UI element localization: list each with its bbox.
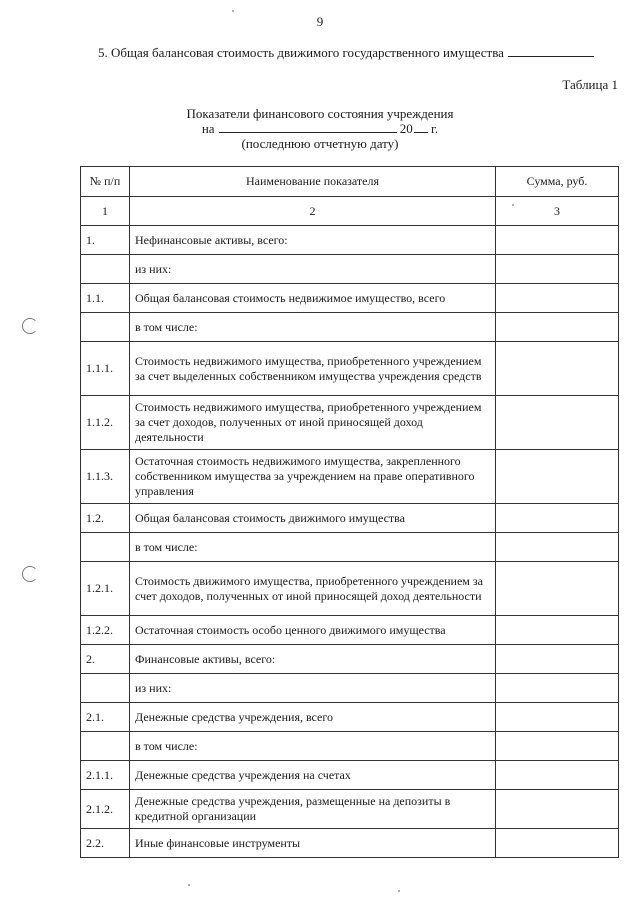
financial-indicators-table bbox=[80, 166, 619, 858]
row-number: 1.2. bbox=[81, 504, 130, 533]
row-amount-cell[interactable] bbox=[496, 313, 619, 342]
row-number bbox=[81, 255, 130, 284]
table-row bbox=[81, 284, 619, 313]
item-5-line bbox=[98, 44, 594, 61]
row-amount-cell[interactable] bbox=[496, 450, 619, 504]
row-amount-cell[interactable] bbox=[496, 703, 619, 732]
row-indicator-name: в том числе: bbox=[130, 533, 496, 562]
year-blank bbox=[414, 121, 428, 133]
table-row bbox=[81, 313, 619, 342]
row-amount-cell[interactable] bbox=[496, 761, 619, 790]
row-indicator-name: из них: bbox=[130, 255, 496, 284]
row-amount-cell[interactable] bbox=[496, 645, 619, 674]
table-row bbox=[81, 703, 619, 732]
table-row bbox=[81, 255, 619, 284]
table-row bbox=[81, 761, 619, 790]
row-indicator-name: Нефинансовые активы, всего: bbox=[130, 226, 496, 255]
scan-speck bbox=[512, 204, 514, 206]
row-number: 2.2. bbox=[81, 829, 130, 858]
table-row bbox=[81, 790, 619, 829]
row-amount-cell[interactable] bbox=[496, 616, 619, 645]
row-number bbox=[81, 313, 130, 342]
report-date-line bbox=[0, 121, 640, 136]
row-number: 1.2.1. bbox=[81, 562, 130, 616]
row-indicator-name: в том числе: bbox=[130, 732, 496, 761]
row-indicator-name: Стоимость движимого имущества, приобретенного учреждением за счет доходов, полученных от иной приносящей доход деятельности bbox=[130, 562, 496, 616]
row-number: 2.1.1. bbox=[81, 761, 130, 790]
row-indicator-name: Стоимость недвижимого имущества, приобретенного учреждением за счет выделенных собственником имущества учреждения средств bbox=[130, 342, 496, 396]
punch-hole-mark bbox=[22, 318, 38, 334]
table-label: Таблица 1 bbox=[562, 77, 618, 92]
row-number bbox=[81, 732, 130, 761]
table-row bbox=[81, 562, 619, 616]
table-row bbox=[81, 645, 619, 674]
row-amount-cell[interactable] bbox=[496, 562, 619, 616]
row-amount-cell[interactable] bbox=[496, 284, 619, 313]
item-5-blank-field bbox=[508, 44, 594, 57]
column-index-row bbox=[81, 197, 619, 226]
header-indicator-name: Наименование показателя bbox=[130, 167, 496, 197]
row-indicator-name: Стоимость недвижимого имущества, приобретенного учреждением за счет доходов, полученных от иной приносящей доход деятельности bbox=[130, 396, 496, 450]
scan-speck bbox=[398, 890, 400, 892]
row-amount-cell[interactable] bbox=[496, 255, 619, 284]
row-number: 2.1. bbox=[81, 703, 130, 732]
year-suffix: г. bbox=[431, 121, 439, 136]
row-amount-cell[interactable] bbox=[496, 226, 619, 255]
row-amount-cell[interactable] bbox=[496, 396, 619, 450]
row-amount-cell[interactable] bbox=[496, 674, 619, 703]
row-indicator-name: в том числе: bbox=[130, 313, 496, 342]
row-number bbox=[81, 674, 130, 703]
row-number: 1.1. bbox=[81, 284, 130, 313]
report-title: Показатели финансового состояния учреждения bbox=[186, 106, 454, 121]
table-row bbox=[81, 226, 619, 255]
row-amount-cell[interactable] bbox=[496, 790, 619, 829]
year-prefix: 20 bbox=[399, 121, 413, 136]
row-amount-cell[interactable] bbox=[496, 504, 619, 533]
row-number: 1.1.3. bbox=[81, 450, 130, 504]
row-number: 1.2.2. bbox=[81, 616, 130, 645]
table-row bbox=[81, 616, 619, 645]
row-amount-cell[interactable] bbox=[496, 533, 619, 562]
column-index-2: 2 bbox=[130, 197, 496, 226]
table-header-row bbox=[81, 167, 619, 197]
row-indicator-name: Денежные средства учреждения, всего bbox=[130, 703, 496, 732]
date-prefix: на bbox=[201, 121, 215, 136]
row-indicator-name: Остаточная стоимость недвижимого имущества, закрепленного собственником имущества за учреждением на праве оперативного управления bbox=[130, 450, 496, 504]
table-row bbox=[81, 342, 619, 396]
row-indicator-name: Общая балансовая стоимость недвижимое имущество, всего bbox=[130, 284, 496, 313]
row-number: 2. bbox=[81, 645, 130, 674]
row-number: 1. bbox=[81, 226, 130, 255]
row-number: 2.1.2. bbox=[81, 790, 130, 829]
table-row bbox=[81, 533, 619, 562]
scan-speck bbox=[188, 884, 190, 886]
row-number: 1.1.2. bbox=[81, 396, 130, 450]
item-5-text: 5. Общая балансовая стоимость движимого государственного имущества bbox=[98, 45, 504, 60]
column-index-3: 3 bbox=[496, 197, 619, 226]
table-row bbox=[81, 829, 619, 858]
row-indicator-name: Общая балансовая стоимость движимого имущества bbox=[130, 504, 496, 533]
scan-speck bbox=[232, 10, 234, 12]
row-amount-cell[interactable] bbox=[496, 732, 619, 761]
row-indicator-name: Финансовые активы, всего: bbox=[130, 645, 496, 674]
row-amount-cell[interactable] bbox=[496, 342, 619, 396]
row-indicator-name: Иные финансовые инструменты bbox=[130, 829, 496, 858]
header-amount: Сумма, руб. bbox=[496, 167, 619, 197]
row-number bbox=[81, 533, 130, 562]
punch-hole-mark bbox=[22, 566, 38, 582]
date-blank bbox=[219, 121, 397, 133]
row-amount-cell[interactable] bbox=[496, 829, 619, 858]
table-row bbox=[81, 674, 619, 703]
table-row bbox=[81, 450, 619, 504]
row-indicator-name: из них: bbox=[130, 674, 496, 703]
row-indicator-name: Остаточная стоимость особо ценного движимого имущества bbox=[130, 616, 496, 645]
header-number: № п/п bbox=[81, 167, 130, 197]
row-indicator-name: Денежные средства учреждения, размещенные на депозиты в кредитной организации bbox=[130, 790, 496, 829]
row-number: 1.1.1. bbox=[81, 342, 130, 396]
table-row bbox=[81, 504, 619, 533]
table-row bbox=[81, 396, 619, 450]
report-date-note: (последнюю отчетную дату) bbox=[241, 136, 399, 151]
page-number: 9 bbox=[316, 14, 324, 29]
table-row bbox=[81, 732, 619, 761]
row-indicator-name: Денежные средства учреждения на счетах bbox=[130, 761, 496, 790]
column-index-1: 1 bbox=[81, 197, 130, 226]
